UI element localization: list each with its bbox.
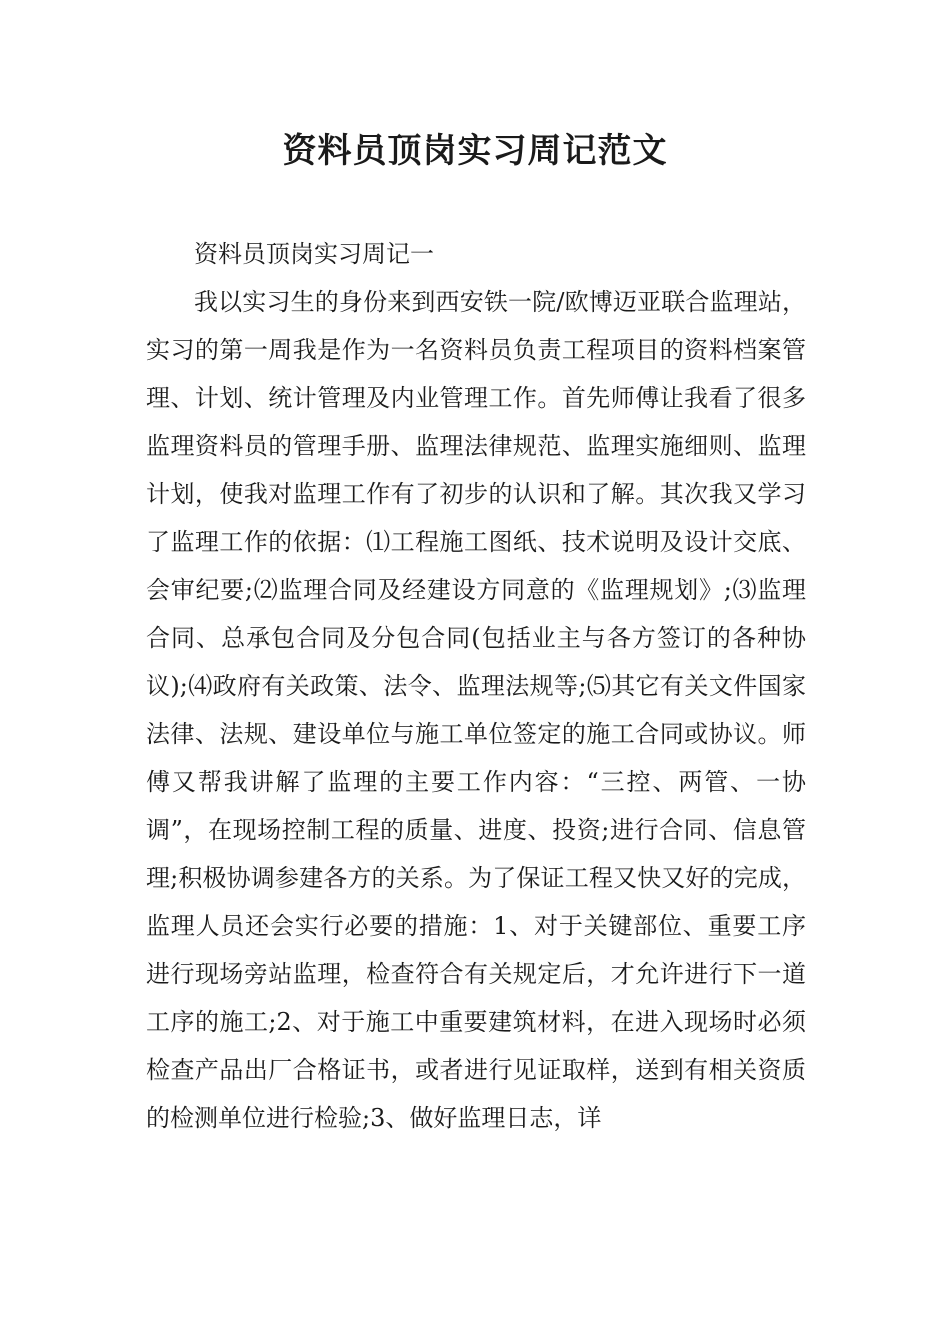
document-title: 资料员顶岗实习周记范文 (282, 131, 668, 171)
document-body (146, 230, 806, 1142)
subheading: 资料员顶岗实习周记一 (194, 240, 434, 268)
paragraph: 我以实习生的身份来到西安铁一院/欧博迈亚联合监理站，实习的第一周我是作为一名资料员负责工程项目的资料档案管理、计划、统计管理及内业管理工作。首先师傅让我看了很多监理资料员的管理手册、监理法律规范、监理实施细则、监理计划，使我对监理工作有了初步的认识和了解。其次我又学习了监理工作的依据：⑴工程施工图纸、技术说明及设计交底、会审纪要;⑵监理合同及经建设方同意的《监理规划》;⑶监理合同、总承包合同及分包合同(包括业主与各方签订的各种协议);⑷政府有关政策、法令、监理法规等;⑸其它有关文件国家法律、法规、建设单位与施工单位签定的施工合同或协议。师傅又帮我讲解了监理的主要工作内容：“三控、两管、一协调”，在现场控制工程的质量、进度、投资;进行合同、信息管理;积极协调参建各方的关系。为了保证工程又快又好的完成，监理人员还会实行必要的措施：1、对于关键部位、重要工序进行现场旁站监理，检查符合有关规定后，才允许进行下一道工序的施工;2、对于施工中重要建筑材料，在进入现场时必须检查产品出厂合格证书，或者进行见证取样，送到有相关资质的检测单位进行检验;3、做好监理日志，详 (146, 288, 806, 1132)
